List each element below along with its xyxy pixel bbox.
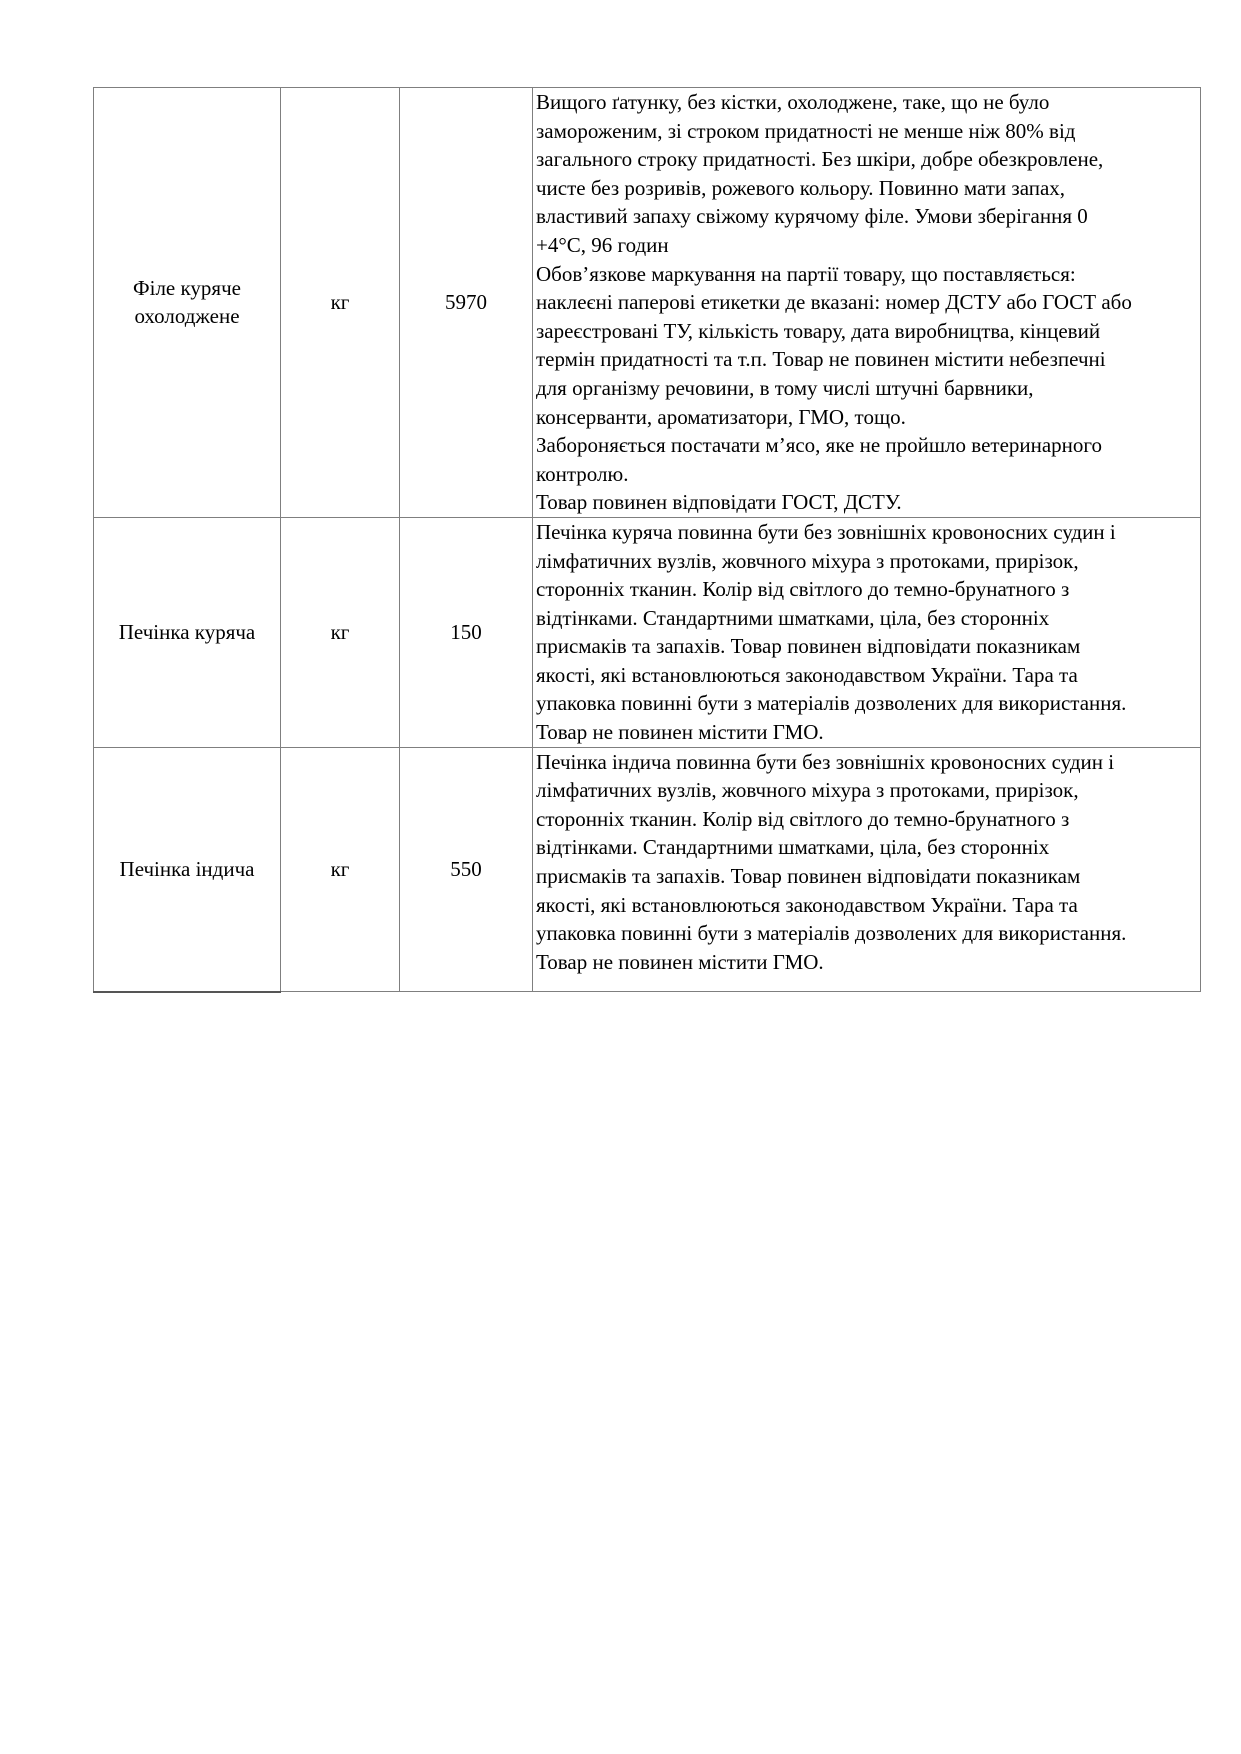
- description-line: Печінка індича повинна бути без зовнішніх кровоносних судин і: [536, 749, 1115, 774]
- description-line: +4°С, 96 годин: [536, 232, 669, 257]
- description-line: Товар не повинен містити ГМО.: [536, 720, 824, 745]
- description-line: лімфатичних вузлів, жовчного міхура з протоками, прирізок,: [536, 548, 1079, 573]
- quantity-cell: 5970: [400, 88, 533, 518]
- description-line: Вищого ґатунку, без кістки, охолоджене, таке, що не було: [536, 90, 1050, 114]
- product-name-cell: Печінка куряча: [94, 517, 281, 747]
- description-line: зареєстровані ТУ, кількість товару, дата виробництва, кінцевий: [536, 318, 1101, 343]
- description-line: контролю.: [536, 461, 629, 486]
- description-line: Печінка куряча повинна бути без зовнішніх кровоносних судин і: [536, 519, 1116, 544]
- description-line: наклеєні паперові етикетки де вказані: номер ДСТУ або ГОСТ або: [536, 290, 1132, 315]
- quantity-cell: 150: [400, 517, 533, 747]
- description-line: властивий запаху свіжому курячому філе. Умови зберігання 0: [536, 204, 1088, 229]
- description-line: якості, які встановлюються законодавством України. Тара та: [536, 662, 1078, 687]
- description-line: Товар повинен відповідати ГОСТ, ДСТУ.: [536, 490, 902, 515]
- table-row: [94, 88, 1201, 518]
- unit-cell: кг: [281, 747, 400, 992]
- description-line: відтінками. Стандартними шматками, ціла, без сторонніх: [536, 605, 1050, 630]
- unit-cell: кг: [281, 517, 400, 747]
- description-line: упаковка повинні бути з матеріалів дозволених для використання.: [536, 921, 1127, 946]
- description-line: чисте без розривів, рожевого кольору. Повинно мати запах,: [536, 175, 1066, 200]
- table-row: [94, 747, 1201, 992]
- quantity-cell: 550: [400, 747, 533, 992]
- description-line: для організму речовини, в тому числі штучні барвники,: [536, 375, 1034, 400]
- description-cell: [533, 747, 1201, 992]
- description-line: термін придатності та т.п. Товар не повинен містити небезпечні: [536, 347, 1106, 372]
- description-line: Обов’язкове маркування на партії товару, що поставляється:: [536, 261, 1076, 286]
- description-cell: [533, 88, 1201, 518]
- description-line: замороженим, зі строком придатності не менше ніж 80% від: [536, 118, 1076, 143]
- product-name-cell: Печінка індича: [94, 747, 281, 992]
- description-cell: [533, 517, 1201, 747]
- description-line: упаковка повинні бути з матеріалів дозволених для використання.: [536, 691, 1127, 716]
- description-line: сторонніх тканин. Колір від світлого до темно-брунатного з: [536, 806, 1070, 831]
- description-line: лімфатичних вузлів, жовчного міхура з протоками, прирізок,: [536, 778, 1079, 803]
- description-line: відтінками. Стандартними шматками, ціла, без сторонніх: [536, 835, 1050, 860]
- description-line: Товар не повинен містити ГМО.: [536, 949, 824, 974]
- description-line: сторонніх тканин. Колір від світлого до темно-брунатного з: [536, 577, 1070, 602]
- description-line: Забороняється постачати м’ясо, яке не пройшло ветеринарного: [536, 433, 1103, 458]
- description-line: загального строку придатності. Без шкіри, добре обезкровлене,: [536, 147, 1104, 172]
- description-line: консерванти, ароматизатори, ГМО, тощо.: [536, 404, 906, 429]
- unit-cell: кг: [281, 88, 400, 518]
- description-line: присмаків та запахів. Товар повинен відповідати показникам: [536, 634, 1081, 659]
- product-name-cell: Філе куряче охолоджене: [94, 88, 281, 518]
- product-spec-table: [93, 87, 1201, 993]
- description-line: якості, які встановлюються законодавством України. Тара та: [536, 892, 1078, 917]
- table-row: [94, 517, 1201, 747]
- description-line: присмаків та запахів. Товар повинен відповідати показникам: [536, 864, 1081, 889]
